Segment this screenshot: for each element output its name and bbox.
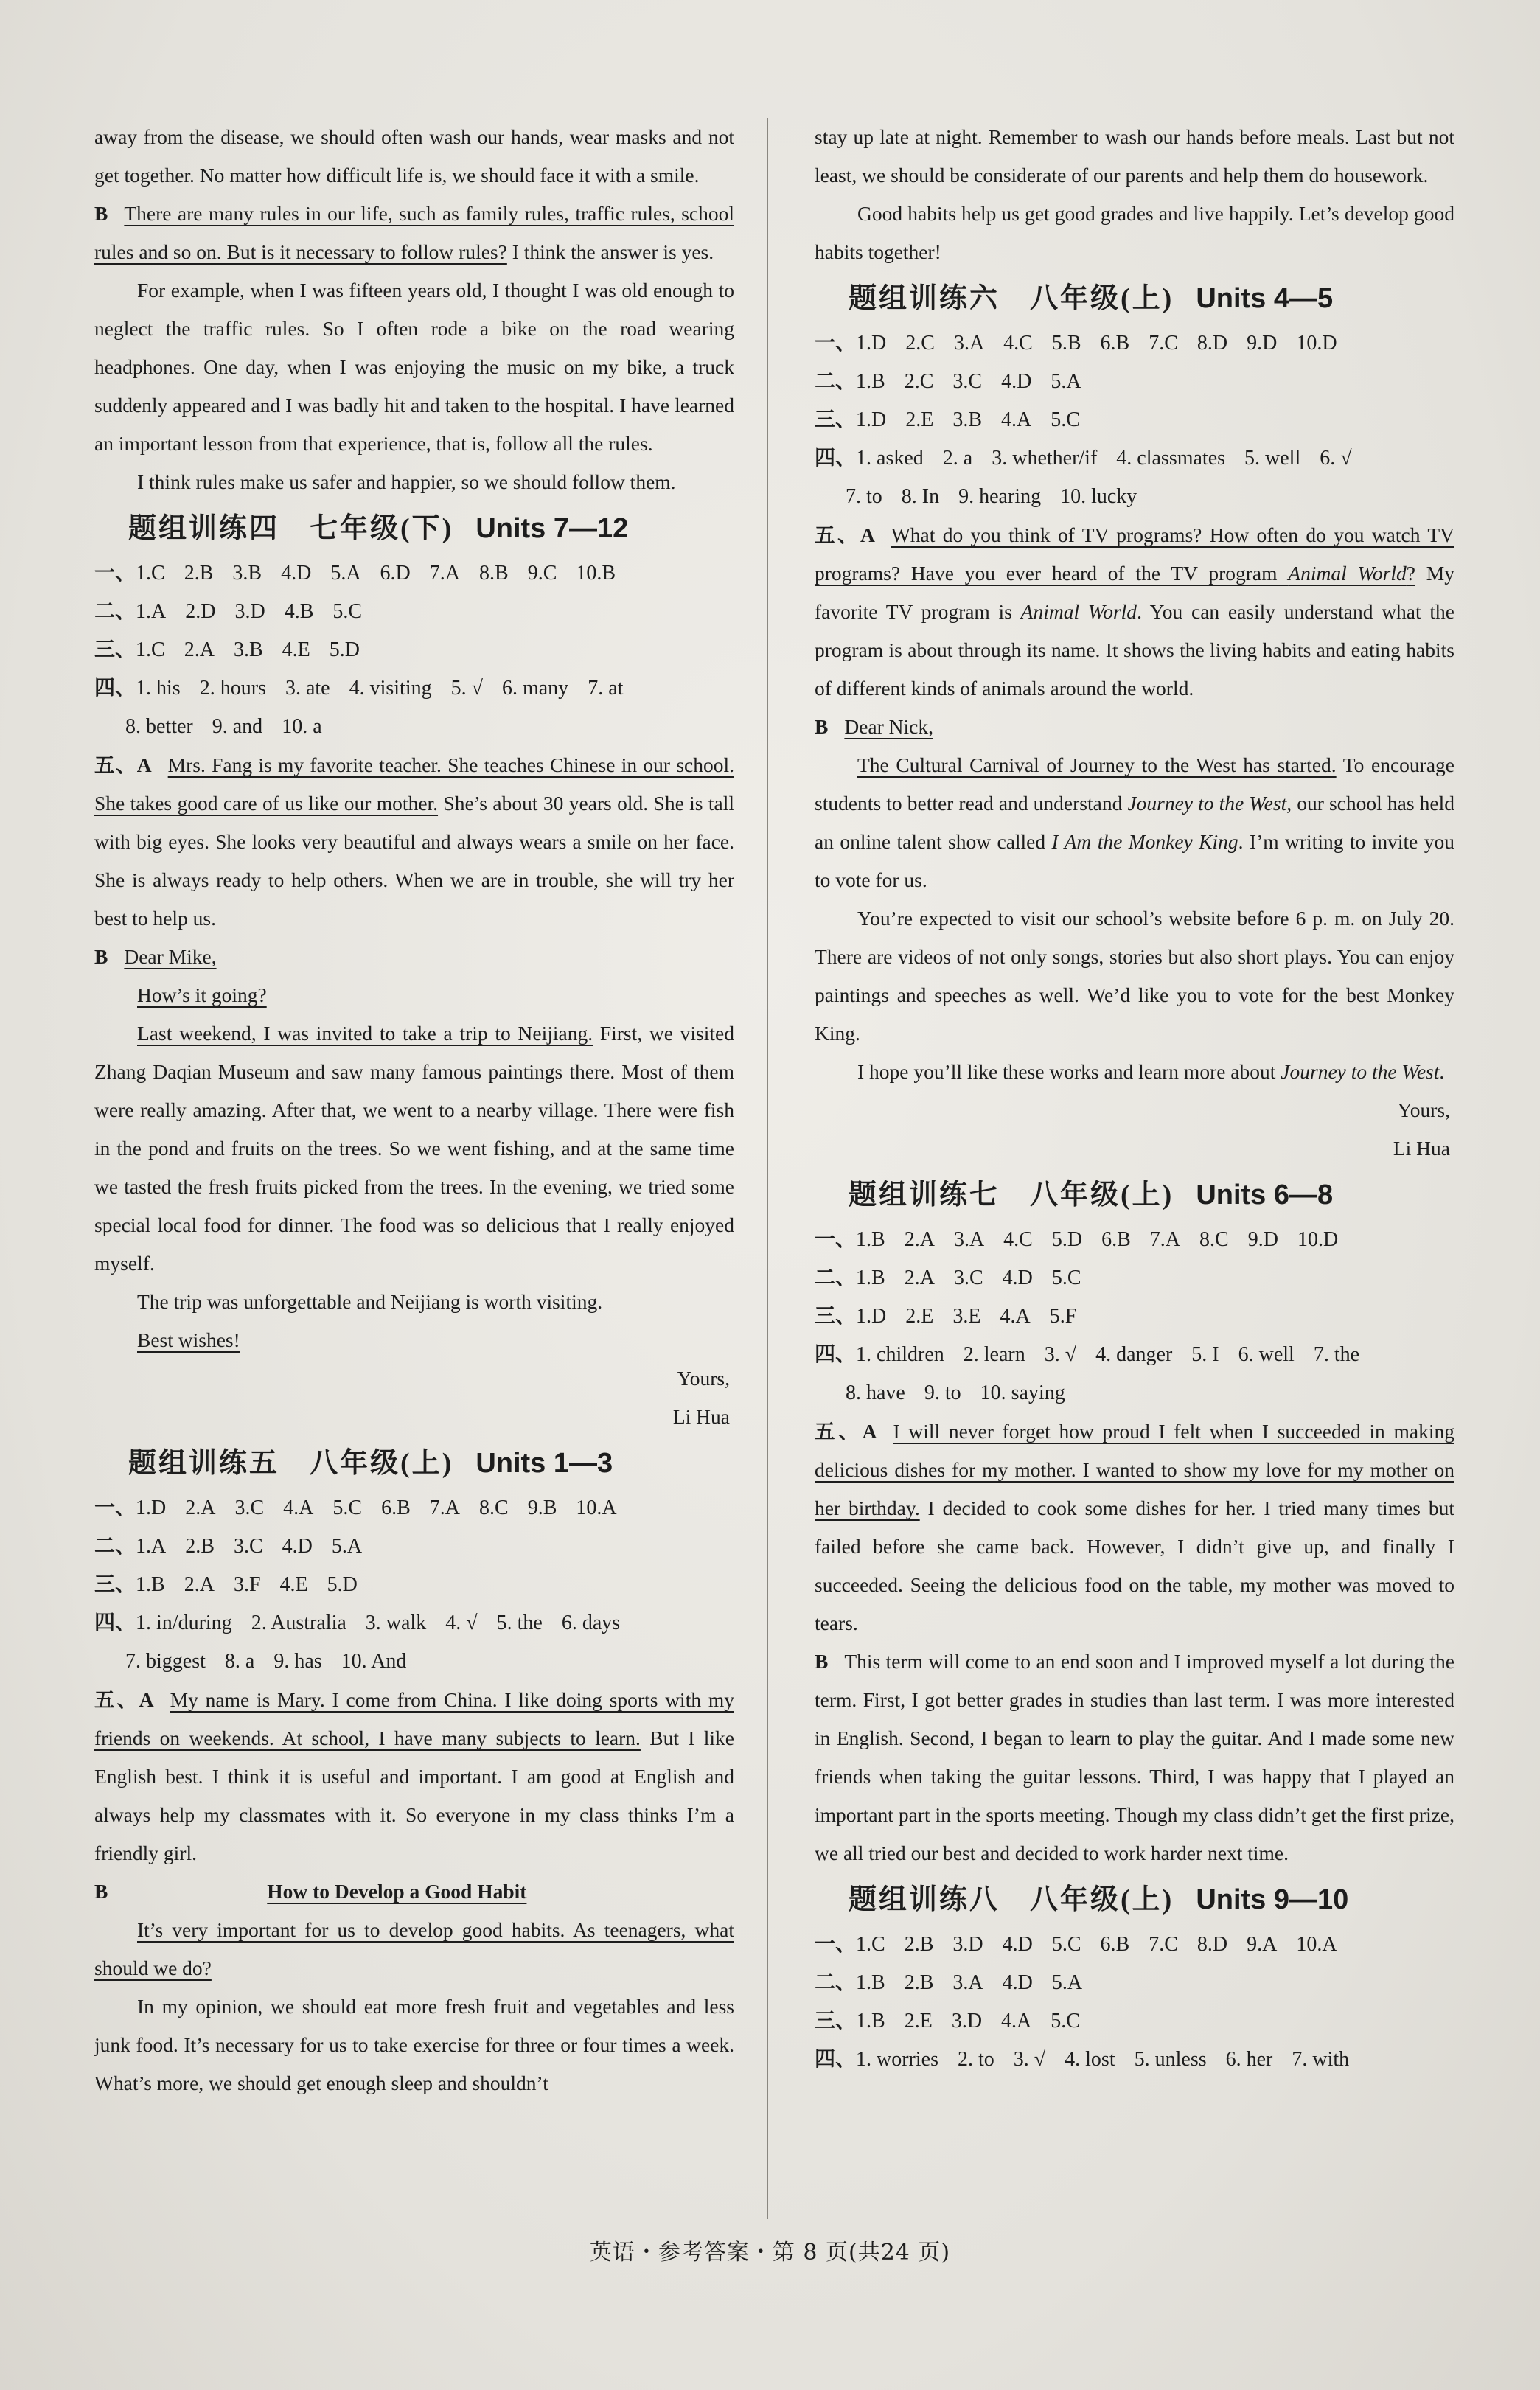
answer-item: 6. well — [1238, 1343, 1295, 1366]
text-span: 题组训练五 八年级(上) — [128, 1448, 454, 1479]
answer-item: 1.C — [136, 638, 165, 661]
paragraph — [94, 1911, 734, 1987]
answer-item: 1. worries — [856, 2048, 938, 2071]
paragraph: stay up late at night. Remember to wash our hands before meals. Last but not least, we should be considerate of our parents and help them do housework. — [815, 125, 1454, 187]
paragraph — [815, 708, 1454, 746]
paragraph: You’re expected to visit our school’s website before 6 p. m. on July 20. There are videos of not only songs, stories but also short plays. You can enjoy paintings and speeches as well. We’d like you to vote for the best Monkey King. — [815, 907, 1454, 1045]
answer-item: 2.D — [185, 600, 216, 623]
answer-row — [815, 1259, 1454, 1297]
text-span: 五、A — [94, 753, 152, 776]
answer-item: 4.E — [279, 1573, 308, 1596]
answer-item: 9. to — [924, 1382, 961, 1404]
text-span: Animal World — [1288, 562, 1407, 585]
text-span: 五、A — [815, 523, 875, 546]
answer-item: 6.B — [1101, 1228, 1131, 1251]
answer-item: 2. a — [942, 447, 973, 470]
answer-item: 6.B — [1100, 332, 1130, 355]
answer-item: 3.B — [232, 562, 262, 585]
answer-item: 3.C — [953, 1267, 983, 1289]
answer-item: 6. √ — [1320, 447, 1352, 470]
text-span: 题组训练四 七年级(下) — [128, 513, 454, 544]
signature-name: Li Hua — [672, 1405, 730, 1428]
answer-item: 6. her — [1225, 2048, 1273, 2071]
text-span: ? — [1406, 562, 1415, 585]
text-span: This term will come to an end soon and I improved myself a lot during the term. First, I got better grades in studies than last term. I was more interested in English. Second, I began to learn to play the guitar. And I made some new friends when taking the guitar lessons. Third, I was happy that I played an important part in the sports meeting. Though my class didn’t get the first prize, we all tried our best and decided to work harder next time. — [815, 1650, 1454, 1864]
paragraph — [94, 1014, 734, 1283]
text-span: 四、 — [94, 677, 136, 700]
text-span: 二、 — [94, 1535, 136, 1558]
answer-item: 9. hearing — [958, 485, 1042, 508]
answer-row — [94, 1489, 734, 1527]
text-span: I decided to cook some dishes for her. I tried many times but failed before she came back. However, I didn’t give up, and finally I succeeded. Seeing the delicious food on the table, my mother was moved to tears. — [815, 1497, 1454, 1634]
answer-item: 1. children — [856, 1343, 944, 1366]
text-span: She’s about 30 years old. She is tall with big eyes. She looks very beautiful and always wears a smile on her face. She is always ready to help others. When we are in trouble, she will try her best to help us. — [94, 792, 734, 930]
answer-row — [94, 593, 734, 631]
text-span: I hope you’ll like these works and learn more about — [857, 1060, 1281, 1083]
paragraph: away from the disease, we should often wash our hands, wear masks and not get together. No matter how difficult life is, we should face it with a smile. — [94, 125, 734, 187]
answer-item: 7.C — [1149, 1933, 1178, 1956]
paragraph — [94, 1872, 734, 1911]
answer-row — [94, 631, 734, 669]
answer-item: 7.A — [1149, 1228, 1181, 1251]
answer-item: 4.C — [1003, 1228, 1033, 1251]
text-span: 五、A — [94, 1688, 154, 1711]
answer-item: 4. visiting — [349, 677, 432, 700]
answer-item: 9.C — [527, 562, 557, 585]
text-span: Animal World — [1020, 600, 1137, 623]
answer-row — [815, 1297, 1454, 1336]
answer-item: 5.C — [1051, 1933, 1081, 1956]
answer-item: 10. saying — [980, 1382, 1065, 1404]
answer-item: 2.C — [904, 370, 934, 393]
answer-item: 3.D — [952, 1933, 983, 1956]
answer-item: 2.E — [905, 1305, 934, 1328]
answer-item: 7. with — [1292, 2048, 1350, 2071]
text-span: Dear Nick, — [844, 715, 933, 738]
signoff: Yours, — [677, 1367, 730, 1390]
paragraph — [94, 746, 734, 938]
answer-item: 10. lucky — [1060, 485, 1137, 508]
answer-item: 1.D — [136, 1497, 167, 1519]
answer-item: 6. days — [561, 1612, 621, 1634]
answer-row — [815, 401, 1454, 439]
text-span: Units 4—5 — [1196, 283, 1334, 314]
answer-item: 5.A — [330, 562, 361, 585]
answer-item: 4.D — [281, 562, 312, 585]
answer-item: 8.C — [1199, 1228, 1229, 1251]
answer-item: 5.C — [1051, 2010, 1080, 2032]
answer-item: 7. biggest — [125, 1650, 206, 1673]
answer-item: 9. has — [273, 1650, 322, 1673]
answer-item: 3.F — [233, 1573, 261, 1596]
answer-item: 1.D — [856, 408, 887, 431]
text-span: How’s it going? — [137, 983, 267, 1006]
text-span: . — [1439, 1060, 1445, 1083]
answer-item: 3.E — [952, 1305, 981, 1328]
text-span: But I like English best. I think it is useful and important. I am good at English and always help my classmates with it. So everyone in my class thinks I’m a friendly girl. — [94, 1727, 734, 1864]
answer-item: 3. ate — [285, 677, 330, 700]
text-span: 二、 — [815, 1971, 857, 1994]
text-span: 三、 — [94, 1573, 136, 1596]
text-span: Mrs. Fang is my favorite teacher. She teaches Chinese in our school. She takes good care of us like our mother. — [94, 753, 734, 815]
answer-item: 7. at — [588, 677, 624, 700]
answer-row — [94, 554, 734, 593]
text-span: Best wishes! — [137, 1328, 240, 1351]
answer-item: 1.B — [856, 370, 885, 393]
paragraph — [815, 516, 1454, 708]
answer-item: 2.A — [185, 1497, 216, 1519]
answer-item: 2. Australia — [251, 1612, 346, 1634]
answer-item: 10.B — [576, 562, 616, 585]
text-span: 三、 — [94, 638, 136, 661]
answer-item: 1.B — [856, 1971, 885, 1994]
paragraph: For example, when I was fifteen years old, I thought I was old enough to neglect the traffic rules. So I often rode a bike on the road wearing headphones. One day, when I was enjoying the music on my bike, a truck suddenly appeared and I was badly hit and taken to the hospital. I have learned an important lesson from that experience, that is, follow all the rules. — [94, 279, 734, 455]
answer-item: 5.C — [332, 600, 363, 623]
signoff: Yours, — [1397, 1098, 1450, 1121]
answer-item: 2.A — [904, 1267, 935, 1289]
answer-item: 2. to — [958, 2048, 994, 2071]
answer-item: 1.D — [856, 1305, 887, 1328]
answer-item: 5.C — [1051, 1267, 1081, 1289]
answer-item: 8. a — [224, 1650, 255, 1673]
answer-item: 2. learn — [963, 1343, 1025, 1366]
text-span: 一、 — [815, 332, 857, 355]
text-span: There are many rules in our life, such as family rules, traffic rules, school rules and so on. But is it necessary to follow rules? — [94, 202, 734, 263]
text-span: I Am the Monkey King — [1051, 830, 1238, 853]
answer-item: 4.A — [1001, 2010, 1032, 2032]
text-span: . You can easily understand what the program is about through its name. It shows the living habits and eating habits of different kinds of animals around the world. — [815, 600, 1454, 700]
text-span: What do you think of TV programs? How often do you watch TV programs? Have you ever heard of the TV program — [815, 523, 1454, 585]
text-span: First, we visited Zhang Daqian Museum and saw many famous paintings there. Most of them were really amazing. After that, we went to a nearby village. There were fish in the pond and fruits on the trees. So we went fishing, and at the same time we tasted the fresh fruits picked from the trees. In the evening, we tried some special local food for dinner. The food was so delicious that I really enjoyed myself. — [94, 1022, 734, 1275]
text-span: 三、 — [815, 2010, 857, 2032]
answer-item: 4. danger — [1095, 1343, 1173, 1366]
answer-item: 10.D — [1297, 1228, 1339, 1251]
answer-row — [94, 1527, 734, 1566]
text-span: 四、 — [815, 447, 857, 470]
answer-item: 5.B — [1051, 332, 1081, 355]
answer-item: 3.B — [233, 638, 263, 661]
text-span: Units 1—3 — [475, 1448, 613, 1479]
answer-item: 2. hours — [199, 677, 266, 700]
answer-item: 7.A — [429, 562, 461, 585]
answer-item: 7. to — [846, 485, 882, 508]
answer-item: 2.B — [904, 1971, 934, 1994]
answer-item: 5.D — [1051, 1228, 1083, 1251]
answer-item: 9.A — [1247, 1933, 1278, 1956]
paragraph — [94, 1321, 734, 1359]
paragraph — [815, 1412, 1454, 1642]
answer-item: 6.D — [380, 562, 411, 585]
answer-item: 1.C — [136, 562, 165, 585]
answer-item: 2.A — [184, 638, 215, 661]
text-span: Units 7—12 — [475, 513, 629, 544]
text-span: 题组训练六 八年级(上) — [849, 283, 1174, 314]
answer-row — [94, 708, 734, 746]
text-span: 四、 — [815, 2048, 857, 2071]
answer-item: 5. I — [1191, 1343, 1219, 1366]
text-span: My favorite TV program is — [815, 562, 1454, 623]
text-span: The Cultural Carnival of Journey to the West has started. — [857, 753, 1337, 776]
answer-item: 1.B — [136, 1573, 165, 1596]
answer-item: 2.B — [904, 1933, 934, 1956]
answer-item: 1.C — [856, 1933, 885, 1956]
answer-item: 7.C — [1149, 332, 1178, 355]
answer-item: 9.D — [1247, 1228, 1278, 1251]
text-span: B — [815, 715, 829, 738]
answer-row — [94, 1566, 734, 1604]
answer-item: 10.D — [1296, 332, 1337, 355]
answer-item: 8.D — [1196, 1933, 1228, 1956]
answer-item: 3. √ — [1044, 1343, 1077, 1366]
answer-item: 8.C — [479, 1497, 509, 1519]
answer-item: 5.F — [1049, 1305, 1077, 1328]
answer-item: 5.C — [332, 1497, 363, 1519]
text-span: 三、 — [815, 408, 857, 431]
paragraph — [94, 976, 734, 1014]
text-span: 一、 — [815, 1228, 857, 1251]
answer-item: 7. the — [1313, 1343, 1360, 1366]
section-title — [94, 1440, 734, 1486]
answer-item: 3.D — [951, 2010, 983, 2032]
paragraph — [94, 195, 734, 271]
answer-item: 6. many — [501, 677, 569, 700]
answer-item: 1.B — [856, 1228, 885, 1251]
answer-item: 4.D — [1002, 1267, 1033, 1289]
answer-item: 5.A — [331, 1535, 363, 1558]
text-span: 四、 — [94, 1612, 136, 1634]
answer-item: 5. well — [1244, 447, 1301, 470]
text-span: How to Develop a Good Habit — [267, 1880, 527, 1903]
answer-item: 3. walk — [365, 1612, 427, 1634]
paragraph: In my opinion, we should eat more fresh fruit and vegetables and less junk food. It’s necessary for us to take exercise for three or four times a week. What’s more, we should get enough sleep and shouldn’t — [94, 1995, 734, 2094]
text-span: I think the answer is yes. — [506, 240, 714, 263]
text-span: I will never forget how proud I felt when I succeeded in making delicious dishes for my mother. I wanted to show my love for my mother on her birthday. — [815, 1420, 1454, 1519]
answer-item: 10. a — [282, 715, 322, 738]
answer-item: 2.E — [904, 2010, 933, 2032]
answer-item: 4. √ — [445, 1612, 478, 1634]
paragraph — [94, 938, 734, 976]
section-title — [815, 1172, 1454, 1218]
text-span: Last weekend, I was invited to take a trip to Neijiang. — [137, 1022, 593, 1045]
answer-row — [815, 1374, 1454, 1412]
answer-item: 5.C — [1051, 408, 1080, 431]
text-span: Journey to the West — [1127, 792, 1287, 815]
answer-item: 1.B — [856, 1267, 885, 1289]
paragraph: Good habits help us get good grades and live happily. Let’s develop good habits together! — [815, 202, 1454, 263]
answer-item: 2.B — [185, 1535, 215, 1558]
answer-item: 6.B — [1100, 1933, 1130, 1956]
answer-item: 4.B — [284, 600, 314, 623]
answer-item: 4.E — [282, 638, 310, 661]
answer-item: 3. whether/if — [992, 447, 1098, 470]
answer-item: 10.A — [576, 1497, 617, 1519]
answer-item: 4.D — [1002, 1971, 1033, 1994]
text-span: My name is Mary. I come from China. I like doing sports with my friends on weekends. At school, I have many subjects to learn. — [94, 1688, 734, 1749]
answer-item: 2.C — [905, 332, 935, 355]
text-span: 二、 — [815, 1267, 857, 1289]
answer-item: 9.D — [1247, 332, 1278, 355]
section-title — [815, 1877, 1454, 1923]
answer-item: 4.A — [1000, 1305, 1031, 1328]
answer-row — [815, 1221, 1454, 1259]
text-span: B — [94, 202, 108, 225]
answer-item: 10. And — [341, 1650, 407, 1673]
text-span: 三、 — [815, 1305, 857, 1328]
text-span: 四、 — [815, 1343, 857, 1366]
section-title — [94, 506, 734, 551]
paragraph: I think rules make us safer and happier, so we should follow them. — [137, 470, 676, 493]
answer-item: 3.A — [952, 1971, 983, 1994]
text-span: Journey to the West — [1281, 1060, 1440, 1083]
text-span: Dear Mike, — [124, 945, 217, 968]
answer-item: 3.A — [953, 1228, 985, 1251]
text-span: 题组训练八 八年级(上) — [849, 1884, 1174, 1915]
answer-row — [94, 1604, 734, 1642]
answer-item: 5. √ — [450, 677, 483, 700]
answer-item: 1.D — [856, 332, 887, 355]
answer-item: 4.A — [1001, 408, 1032, 431]
section-title — [815, 276, 1454, 321]
answer-item: 10.A — [1296, 1933, 1337, 1956]
answer-item: 7.A — [429, 1497, 461, 1519]
answer-item: 2.E — [905, 408, 934, 431]
page-footer: 英语・参考答案・第 8 页(共24 页) — [589, 2240, 951, 2265]
answer-item: 1. his — [136, 677, 181, 700]
text-span: 一、 — [815, 1933, 857, 1956]
answer-item: 3.C — [952, 370, 983, 393]
answer-item: 3. √ — [1013, 2048, 1046, 2071]
text-span: 一、 — [94, 562, 136, 585]
text-span: Units 6—8 — [1196, 1180, 1334, 1210]
answer-item: 5.D — [329, 638, 360, 661]
answer-item: 3.C — [233, 1535, 263, 1558]
answer-item: 4.D — [1002, 1933, 1033, 1956]
answer-row — [815, 478, 1454, 516]
text-span: B — [94, 945, 108, 968]
answer-row — [815, 2041, 1454, 2079]
left-column — [94, 118, 734, 2102]
answer-item: 5.D — [327, 1573, 358, 1596]
answer-item: 2.A — [184, 1573, 215, 1596]
text-span: . I’m writing to invite you to vote for us. — [815, 830, 1454, 891]
answer-row — [815, 363, 1454, 401]
answer-item: 8.D — [1196, 332, 1228, 355]
answer-item: 1.B — [856, 2010, 885, 2032]
answer-item: 4.D — [282, 1535, 313, 1558]
text-span: Units 9—10 — [1196, 1884, 1349, 1915]
answer-item: 3.D — [234, 600, 265, 623]
answer-item: 2.B — [184, 562, 214, 585]
answer-item: 1.A — [136, 600, 167, 623]
text-span: It’s very important for us to develop good habits. As teenagers, what should we do? — [94, 1918, 734, 1979]
answer-item: 6.B — [381, 1497, 411, 1519]
answer-item: 5.A — [1051, 1971, 1083, 1994]
column-divider — [767, 118, 768, 2219]
answer-item: 2.A — [904, 1228, 935, 1251]
answer-row — [815, 1926, 1454, 1964]
answer-row — [815, 2002, 1454, 2041]
paragraph — [94, 1681, 734, 1872]
answer-row — [815, 1964, 1454, 2002]
signature-name: Li Hua — [1393, 1137, 1450, 1160]
answer-row — [815, 439, 1454, 478]
paragraph: The trip was unforgettable and Neijiang is worth visiting. — [137, 1290, 603, 1313]
answer-item: 9. and — [212, 715, 263, 738]
answer-item: 1. in/during — [136, 1612, 232, 1634]
paragraph — [815, 1053, 1454, 1091]
answer-item: 1. asked — [856, 447, 924, 470]
answer-item: 5. the — [496, 1612, 543, 1634]
answer-item: 4.A — [283, 1497, 314, 1519]
answer-item: 4.C — [1003, 332, 1033, 355]
text-span: , our school has held an online talent show called — [815, 792, 1454, 853]
answer-item: 5.A — [1051, 370, 1081, 393]
answer-item: 5. unless — [1134, 2048, 1207, 2071]
text-span: 题组训练七 八年级(上) — [849, 1180, 1174, 1210]
answer-row — [94, 669, 734, 708]
answer-item: 4. lost — [1065, 2048, 1115, 2071]
answer-item: 3.A — [953, 332, 985, 355]
answer-row — [815, 1336, 1454, 1374]
text-span: 二、 — [815, 370, 857, 393]
answer-item: 4.D — [1001, 370, 1032, 393]
text-span: 五、A — [815, 1420, 877, 1443]
text-span: To encourage students to better read and understand — [815, 753, 1454, 815]
paragraph — [815, 1642, 1454, 1872]
text-span: B — [815, 1650, 829, 1673]
answer-item: 8.B — [479, 562, 509, 585]
text-span: 一、 — [94, 1497, 136, 1519]
answer-item: 9.B — [527, 1497, 557, 1519]
answer-item: 3.B — [952, 408, 983, 431]
paragraph — [815, 746, 1454, 899]
answer-item: 4. classmates — [1116, 447, 1226, 470]
answer-item: 3.C — [234, 1497, 265, 1519]
answer-item: 8. have — [846, 1382, 905, 1404]
right-column — [815, 118, 1454, 2079]
answer-row — [94, 1642, 734, 1681]
answer-item: 8. better — [125, 715, 193, 738]
answer-row — [815, 324, 1454, 363]
answer-item: 8. In — [901, 485, 940, 508]
text-span: B — [94, 1880, 108, 1903]
answer-item: 1.A — [136, 1535, 167, 1558]
text-span: 二、 — [94, 600, 136, 623]
